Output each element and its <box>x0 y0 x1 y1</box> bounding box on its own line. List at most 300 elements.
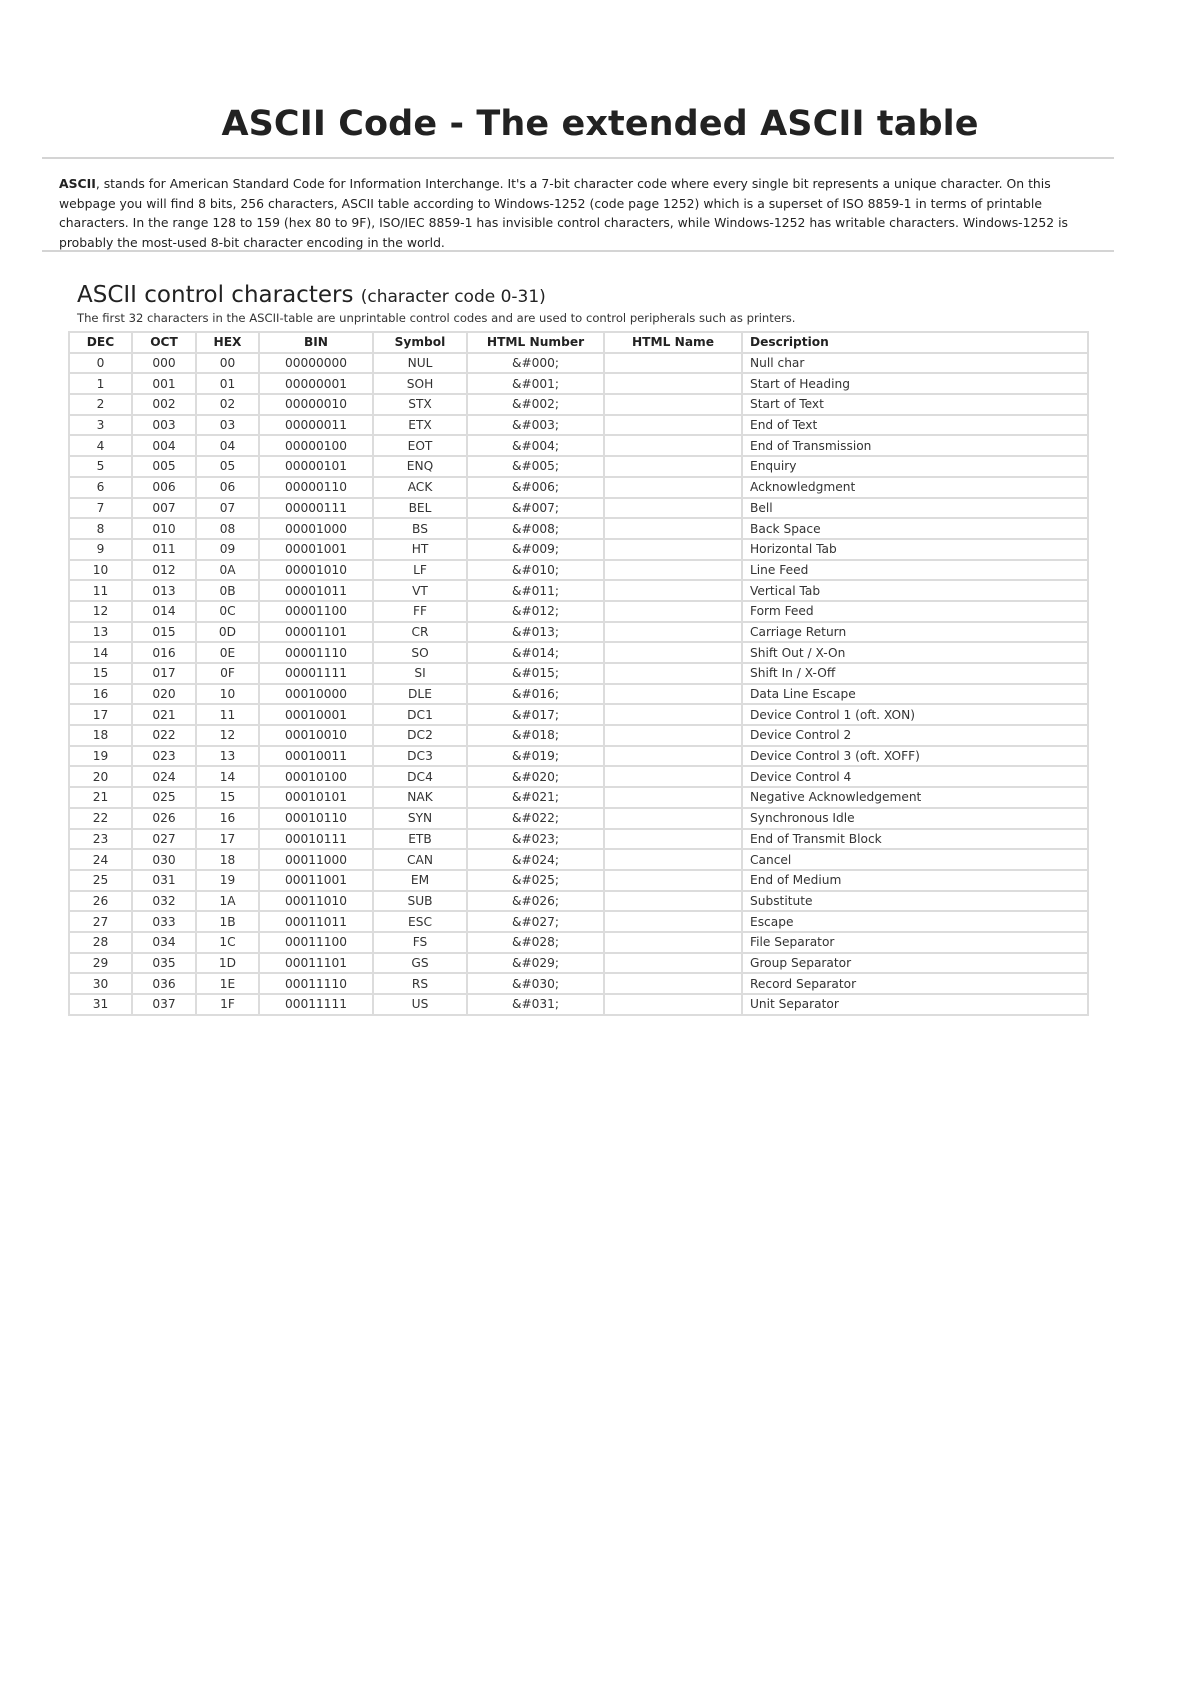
description-cell: End of Transmit Block <box>742 829 1088 850</box>
column-header-description: Description <box>742 332 1088 353</box>
symbol-cell: SOH <box>373 373 467 394</box>
description-cell: Escape <box>742 911 1088 932</box>
dec-cell: 21 <box>69 787 132 808</box>
html-number-cell: &#008; <box>467 518 604 539</box>
html-number-cell: &#014; <box>467 642 604 663</box>
title-divider <box>42 157 1114 159</box>
description-cell: Data Line Escape <box>742 684 1088 705</box>
html-number-cell: &#003; <box>467 415 604 436</box>
ascii-control-table <box>68 331 1089 1016</box>
table-row <box>69 932 1088 953</box>
symbol-cell: CAN <box>373 849 467 870</box>
bin-cell: 00010001 <box>259 704 373 725</box>
symbol-cell: EM <box>373 870 467 891</box>
html-name-cell <box>604 766 742 787</box>
html-name-cell <box>604 684 742 705</box>
bin-cell: 00001010 <box>259 560 373 581</box>
hex-cell: 1A <box>196 891 259 912</box>
description-cell: Unit Separator <box>742 994 1088 1015</box>
symbol-cell: US <box>373 994 467 1015</box>
symbol-cell: ETB <box>373 829 467 850</box>
html-number-cell: &#002; <box>467 394 604 415</box>
dec-cell: 17 <box>69 704 132 725</box>
dec-cell: 7 <box>69 498 132 519</box>
description-cell: Line Feed <box>742 560 1088 581</box>
html-name-cell <box>604 704 742 725</box>
dec-cell: 13 <box>69 622 132 643</box>
bin-cell: 00011000 <box>259 849 373 870</box>
html-name-cell <box>604 829 742 850</box>
table-row <box>69 746 1088 767</box>
table-row <box>69 353 1088 374</box>
html-number-cell: &#022; <box>467 808 604 829</box>
oct-cell: 023 <box>132 746 196 767</box>
oct-cell: 011 <box>132 539 196 560</box>
dec-cell: 30 <box>69 973 132 994</box>
table-row <box>69 704 1088 725</box>
column-header-hex: HEX <box>196 332 259 353</box>
table-row <box>69 394 1088 415</box>
table-row <box>69 560 1088 581</box>
hex-cell: 05 <box>196 456 259 477</box>
html-number-cell: &#015; <box>467 663 604 684</box>
symbol-cell: SO <box>373 642 467 663</box>
bin-cell: 00011111 <box>259 994 373 1015</box>
hex-cell: 19 <box>196 870 259 891</box>
oct-cell: 037 <box>132 994 196 1015</box>
description-cell: Synchronous Idle <box>742 808 1088 829</box>
table-body <box>69 353 1088 1015</box>
dec-cell: 9 <box>69 539 132 560</box>
dec-cell: 25 <box>69 870 132 891</box>
bin-cell: 00001100 <box>259 601 373 622</box>
hex-cell: 17 <box>196 829 259 850</box>
description-cell: File Separator <box>742 932 1088 953</box>
table-row <box>69 373 1088 394</box>
symbol-cell: RS <box>373 973 467 994</box>
html-number-cell: &#021; <box>467 787 604 808</box>
oct-cell: 027 <box>132 829 196 850</box>
oct-cell: 033 <box>132 911 196 932</box>
column-header-symbol: Symbol <box>373 332 467 353</box>
table-row <box>69 663 1088 684</box>
symbol-cell: LF <box>373 560 467 581</box>
intro-divider <box>42 250 1114 252</box>
intro-paragraph <box>59 174 1099 252</box>
symbol-cell: FS <box>373 932 467 953</box>
hex-cell: 0B <box>196 580 259 601</box>
html-name-cell <box>604 601 742 622</box>
table-row <box>69 415 1088 436</box>
oct-cell: 030 <box>132 849 196 870</box>
oct-cell: 034 <box>132 932 196 953</box>
hex-cell: 09 <box>196 539 259 560</box>
hex-cell: 11 <box>196 704 259 725</box>
hex-cell: 12 <box>196 725 259 746</box>
table-row <box>69 849 1088 870</box>
html-number-cell: &#031; <box>467 994 604 1015</box>
oct-cell: 017 <box>132 663 196 684</box>
hex-cell: 06 <box>196 477 259 498</box>
symbol-cell: CR <box>373 622 467 643</box>
oct-cell: 035 <box>132 953 196 974</box>
table-row <box>69 973 1088 994</box>
bin-cell: 00000000 <box>259 353 373 374</box>
hex-cell: 10 <box>196 684 259 705</box>
bin-cell: 00001000 <box>259 518 373 539</box>
description-cell: Start of Text <box>742 394 1088 415</box>
description-cell: Vertical Tab <box>742 580 1088 601</box>
description-cell: Device Control 3 (oft. XOFF) <box>742 746 1088 767</box>
html-name-cell <box>604 725 742 746</box>
html-name-cell <box>604 622 742 643</box>
description-cell: Enquiry <box>742 456 1088 477</box>
bin-cell: 00011100 <box>259 932 373 953</box>
html-number-cell: &#011; <box>467 580 604 601</box>
table-row <box>69 787 1088 808</box>
html-number-cell: &#018; <box>467 725 604 746</box>
symbol-cell: ACK <box>373 477 467 498</box>
bin-cell: 00010111 <box>259 829 373 850</box>
symbol-cell: DC1 <box>373 704 467 725</box>
html-name-cell <box>604 891 742 912</box>
table-row <box>69 994 1088 1015</box>
bin-cell: 00000010 <box>259 394 373 415</box>
html-name-cell <box>604 953 742 974</box>
bin-cell: 00001001 <box>259 539 373 560</box>
bin-cell: 00011011 <box>259 911 373 932</box>
table-row <box>69 601 1088 622</box>
hex-cell: 0C <box>196 601 259 622</box>
oct-cell: 005 <box>132 456 196 477</box>
symbol-cell: SUB <box>373 891 467 912</box>
table-row <box>69 911 1088 932</box>
bin-cell: 00000001 <box>259 373 373 394</box>
hex-cell: 01 <box>196 373 259 394</box>
bin-cell: 00010000 <box>259 684 373 705</box>
oct-cell: 001 <box>132 373 196 394</box>
oct-cell: 012 <box>132 560 196 581</box>
html-name-cell <box>604 394 742 415</box>
table-row <box>69 498 1088 519</box>
dec-cell: 5 <box>69 456 132 477</box>
html-number-cell: &#005; <box>467 456 604 477</box>
table-row <box>69 870 1088 891</box>
html-name-cell <box>604 560 742 581</box>
table-row <box>69 456 1088 477</box>
description-cell: Group Separator <box>742 953 1088 974</box>
hex-cell: 1D <box>196 953 259 974</box>
description-cell: Horizontal Tab <box>742 539 1088 560</box>
description-cell: Device Control 4 <box>742 766 1088 787</box>
hex-cell: 03 <box>196 415 259 436</box>
description-cell: Start of Heading <box>742 373 1088 394</box>
html-name-cell <box>604 808 742 829</box>
html-number-cell: &#019; <box>467 746 604 767</box>
hex-cell: 13 <box>196 746 259 767</box>
hex-cell: 04 <box>196 435 259 456</box>
symbol-cell: SYN <box>373 808 467 829</box>
hex-cell: 08 <box>196 518 259 539</box>
html-number-cell: &#010; <box>467 560 604 581</box>
html-name-cell <box>604 580 742 601</box>
oct-cell: 002 <box>132 394 196 415</box>
html-number-cell: &#009; <box>467 539 604 560</box>
bin-cell: 00010110 <box>259 808 373 829</box>
oct-cell: 016 <box>132 642 196 663</box>
table-row <box>69 891 1088 912</box>
dec-cell: 4 <box>69 435 132 456</box>
hex-cell: 07 <box>196 498 259 519</box>
html-name-cell <box>604 415 742 436</box>
html-name-cell <box>604 353 742 374</box>
html-name-cell <box>604 932 742 953</box>
description-cell: End of Text <box>742 415 1088 436</box>
symbol-cell: FF <box>373 601 467 622</box>
bin-cell: 00001110 <box>259 642 373 663</box>
oct-cell: 022 <box>132 725 196 746</box>
description-cell: Negative Acknowledgement <box>742 787 1088 808</box>
html-name-cell <box>604 973 742 994</box>
table-row <box>69 580 1088 601</box>
hex-cell: 18 <box>196 849 259 870</box>
symbol-cell: ETX <box>373 415 467 436</box>
html-number-cell: &#001; <box>467 373 604 394</box>
html-name-cell <box>604 477 742 498</box>
bin-cell: 00010101 <box>259 787 373 808</box>
oct-cell: 000 <box>132 353 196 374</box>
hex-cell: 0A <box>196 560 259 581</box>
hex-cell: 0D <box>196 622 259 643</box>
dec-cell: 26 <box>69 891 132 912</box>
dec-cell: 24 <box>69 849 132 870</box>
bin-cell: 00000110 <box>259 477 373 498</box>
html-number-cell: &#000; <box>467 353 604 374</box>
bin-cell: 00000100 <box>259 435 373 456</box>
dec-cell: 16 <box>69 684 132 705</box>
html-number-cell: &#006; <box>467 477 604 498</box>
dec-cell: 8 <box>69 518 132 539</box>
dec-cell: 28 <box>69 932 132 953</box>
html-number-cell: &#013; <box>467 622 604 643</box>
dec-cell: 18 <box>69 725 132 746</box>
html-number-cell: &#004; <box>467 435 604 456</box>
description-cell: Form Feed <box>742 601 1088 622</box>
bin-cell: 00011001 <box>259 870 373 891</box>
oct-cell: 031 <box>132 870 196 891</box>
dec-cell: 20 <box>69 766 132 787</box>
symbol-cell: EOT <box>373 435 467 456</box>
dec-cell: 6 <box>69 477 132 498</box>
html-name-cell <box>604 498 742 519</box>
html-name-cell <box>604 994 742 1015</box>
symbol-cell: SI <box>373 663 467 684</box>
table-row <box>69 435 1088 456</box>
table-row <box>69 725 1088 746</box>
description-cell: Acknowledgment <box>742 477 1088 498</box>
table-row <box>69 539 1088 560</box>
column-header-html-number: HTML Number <box>467 332 604 353</box>
bin-cell: 00011110 <box>259 973 373 994</box>
html-number-cell: &#030; <box>467 973 604 994</box>
table-row <box>69 518 1088 539</box>
symbol-cell: VT <box>373 580 467 601</box>
dec-cell: 23 <box>69 829 132 850</box>
oct-cell: 007 <box>132 498 196 519</box>
symbol-cell: DC2 <box>373 725 467 746</box>
hex-cell: 02 <box>196 394 259 415</box>
symbol-cell: ENQ <box>373 456 467 477</box>
html-name-cell <box>604 663 742 684</box>
page-title: ASCII Code - The extended ASCII table <box>221 104 979 144</box>
symbol-cell: GS <box>373 953 467 974</box>
html-name-cell <box>604 870 742 891</box>
oct-cell: 026 <box>132 808 196 829</box>
hex-cell: 16 <box>196 808 259 829</box>
oct-cell: 032 <box>132 891 196 912</box>
intro-lead: ASCII <box>59 176 96 191</box>
column-header-oct: OCT <box>132 332 196 353</box>
description-cell: End of Transmission <box>742 435 1088 456</box>
oct-cell: 020 <box>132 684 196 705</box>
bin-cell: 00001111 <box>259 663 373 684</box>
description-cell: Back Space <box>742 518 1088 539</box>
html-name-cell <box>604 373 742 394</box>
dec-cell: 14 <box>69 642 132 663</box>
description-cell: Shift In / X-Off <box>742 663 1088 684</box>
description-cell: Shift Out / X-On <box>742 642 1088 663</box>
html-name-cell <box>604 539 742 560</box>
dec-cell: 22 <box>69 808 132 829</box>
bin-cell: 00010011 <box>259 746 373 767</box>
column-header-dec: DEC <box>69 332 132 353</box>
oct-cell: 010 <box>132 518 196 539</box>
html-name-cell <box>604 435 742 456</box>
bin-cell: 00000101 <box>259 456 373 477</box>
dec-cell: 2 <box>69 394 132 415</box>
symbol-cell: ESC <box>373 911 467 932</box>
html-number-cell: &#007; <box>467 498 604 519</box>
description-cell: Device Control 2 <box>742 725 1088 746</box>
description-cell: Cancel <box>742 849 1088 870</box>
dec-cell: 31 <box>69 994 132 1015</box>
bin-cell: 00011010 <box>259 891 373 912</box>
section-title-text: ASCII control characters <box>77 282 354 308</box>
oct-cell: 014 <box>132 601 196 622</box>
oct-cell: 021 <box>132 704 196 725</box>
description-cell: Bell <box>742 498 1088 519</box>
hex-cell: 0F <box>196 663 259 684</box>
html-number-cell: &#023; <box>467 829 604 850</box>
section-title <box>77 282 546 308</box>
oct-cell: 006 <box>132 477 196 498</box>
bin-cell: 00000111 <box>259 498 373 519</box>
description-cell: Record Separator <box>742 973 1088 994</box>
symbol-cell: DLE <box>373 684 467 705</box>
section-description: The first 32 characters in the ASCII-table are unprintable control codes and are used to control peripherals such as printers. <box>77 311 796 325</box>
symbol-cell: NAK <box>373 787 467 808</box>
hex-cell: 15 <box>196 787 259 808</box>
bin-cell: 00000011 <box>259 415 373 436</box>
html-number-cell: &#029; <box>467 953 604 974</box>
table-row <box>69 808 1088 829</box>
description-cell: Carriage Return <box>742 622 1088 643</box>
hex-cell: 0E <box>196 642 259 663</box>
hex-cell: 1E <box>196 973 259 994</box>
html-number-cell: &#028; <box>467 932 604 953</box>
hex-cell: 1C <box>196 932 259 953</box>
description-cell: Substitute <box>742 891 1088 912</box>
dec-cell: 12 <box>69 601 132 622</box>
symbol-cell: DC4 <box>373 766 467 787</box>
hex-cell: 00 <box>196 353 259 374</box>
table-row <box>69 477 1088 498</box>
table-header-row <box>69 332 1088 353</box>
hex-cell: 1F <box>196 994 259 1015</box>
column-header-bin: BIN <box>259 332 373 353</box>
oct-cell: 036 <box>132 973 196 994</box>
description-cell: Device Control 1 (oft. XON) <box>742 704 1088 725</box>
html-number-cell: &#025; <box>467 870 604 891</box>
oct-cell: 025 <box>132 787 196 808</box>
symbol-cell: HT <box>373 539 467 560</box>
html-number-cell: &#027; <box>467 911 604 932</box>
html-name-cell <box>604 849 742 870</box>
html-number-cell: &#016; <box>467 684 604 705</box>
html-number-cell: &#024; <box>467 849 604 870</box>
html-number-cell: &#020; <box>467 766 604 787</box>
table-row <box>69 642 1088 663</box>
table-row <box>69 766 1088 787</box>
dec-cell: 27 <box>69 911 132 932</box>
bin-cell: 00001101 <box>259 622 373 643</box>
html-name-cell <box>604 642 742 663</box>
section-subtitle: (character code 0-31) <box>360 287 546 307</box>
symbol-cell: DC3 <box>373 746 467 767</box>
bin-cell: 00011101 <box>259 953 373 974</box>
hex-cell: 14 <box>196 766 259 787</box>
dec-cell: 11 <box>69 580 132 601</box>
description-cell: Null char <box>742 353 1088 374</box>
column-header-html-name: HTML Name <box>604 332 742 353</box>
html-name-cell <box>604 911 742 932</box>
html-name-cell <box>604 746 742 767</box>
oct-cell: 024 <box>132 766 196 787</box>
dec-cell: 0 <box>69 353 132 374</box>
oct-cell: 013 <box>132 580 196 601</box>
intro-text: , stands for American Standard Code for Information Interchange. It's a 7-bit character code where every single bit represents a unique character. On this webpage you will find 8 bits, 256 characters, ASCII table according to Windows-1252 (code page 1252) which is a superset of ISO 8859-1 in terms of printable characters. In the range 128 to 159 (hex 80 to 9F), ISO/IEC 8859-1 has invisible control characters, while Windows-1252 has writable characters. Windows-1252 is probably the most-used 8-bit character encoding in the world. <box>59 176 1068 250</box>
dec-cell: 1 <box>69 373 132 394</box>
html-name-cell <box>604 787 742 808</box>
html-number-cell: &#012; <box>467 601 604 622</box>
html-number-cell: &#026; <box>467 891 604 912</box>
table-row <box>69 953 1088 974</box>
bin-cell: 00010100 <box>259 766 373 787</box>
table-row <box>69 684 1088 705</box>
dec-cell: 19 <box>69 746 132 767</box>
table-row <box>69 622 1088 643</box>
dec-cell: 3 <box>69 415 132 436</box>
dec-cell: 15 <box>69 663 132 684</box>
symbol-cell: BS <box>373 518 467 539</box>
table-row <box>69 829 1088 850</box>
bin-cell: 00010010 <box>259 725 373 746</box>
symbol-cell: NUL <box>373 353 467 374</box>
oct-cell: 004 <box>132 435 196 456</box>
symbol-cell: BEL <box>373 498 467 519</box>
dec-cell: 10 <box>69 560 132 581</box>
html-name-cell <box>604 456 742 477</box>
